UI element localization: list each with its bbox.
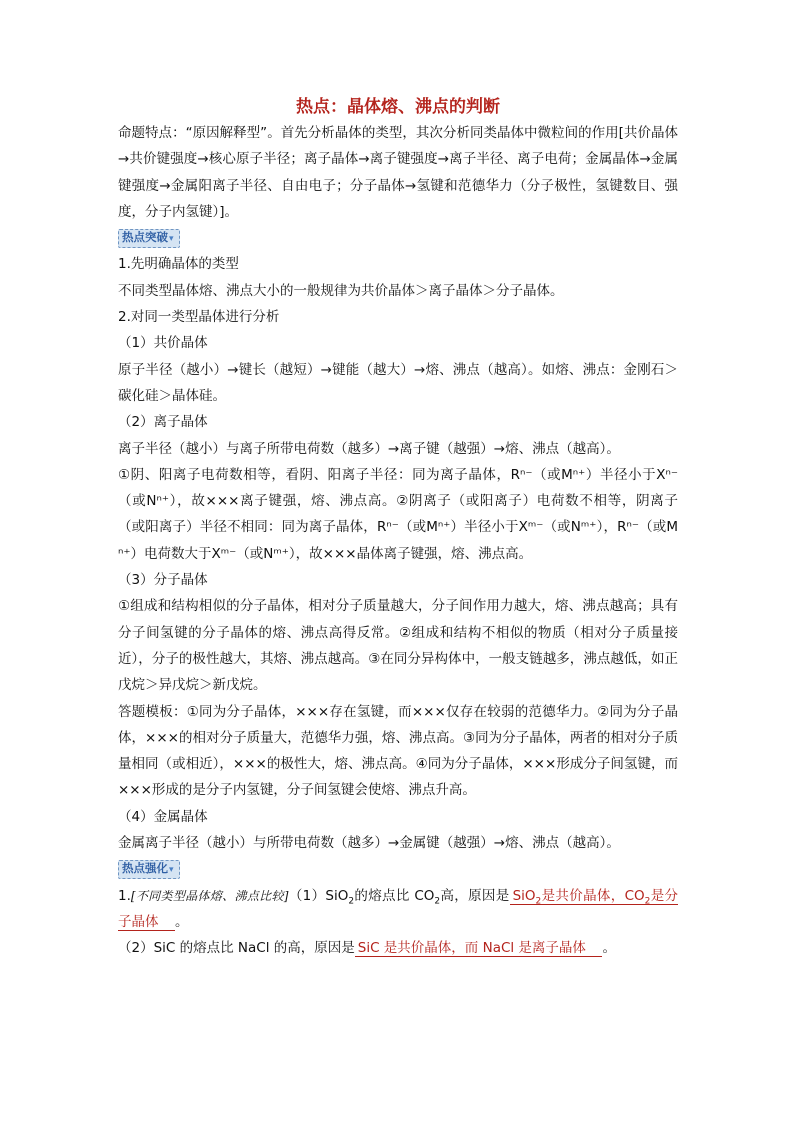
q1-text-a: （1）SiO: [288, 887, 349, 904]
molecular-heading: （3）分子晶体: [118, 572, 208, 589]
subscript: 2: [434, 896, 441, 907]
page-title: 热点：晶体熔、沸点的判断: [296, 97, 500, 117]
answer-text: SiO: [512, 887, 536, 904]
question-1-part-2: [118, 935, 678, 961]
badge-arrow-icon: ▾: [169, 233, 174, 244]
subscript: 2: [348, 896, 355, 907]
section-1-heading: 1.先明确晶体的类型: [118, 256, 239, 273]
section-2-heading: 2.对同一类型晶体进行分析: [118, 309, 280, 326]
question-number: 1.: [118, 887, 131, 904]
q2-end: 。: [602, 940, 616, 957]
question-tag: [不同类型晶体熔、沸点比较]: [130, 888, 289, 903]
metallic-heading: （4）金属晶体: [118, 808, 208, 825]
answer-blank-2: [355, 940, 603, 957]
q1-text-c: 高，原因是: [440, 887, 510, 904]
badge-label: 热点强化: [122, 860, 168, 875]
answer-text: 是分子晶体: [118, 887, 679, 930]
answer-template: 答题模板：①同为分子晶体，×××存在氢键，而×××仅存在较弱的范德华力。②同为分子晶体，×××的相对分子质量大，范德华力强，熔、沸点高。③同为分子晶体，两者的相对分子质量相同（或相近），×××的极性大，熔、沸点高。④同为分子晶体，×××形成分子间氢键，而×××形成的是分子内氢键，分子间氢键会使熔、沸点升高。: [118, 703, 678, 799]
answer-text: SiC 是共价晶体，而 NaCl 是离子晶体: [357, 940, 586, 957]
section-badge-hot-reinforce: [118, 860, 180, 879]
covalent-text: 原子半径（越小）→键长（越短）→键能（越大）→熔、沸点（越高）。如熔、沸点：金刚石＞碳化硅＞晶体硅。: [118, 361, 678, 404]
question-1-part-1: [118, 883, 678, 936]
subscript: 2: [644, 896, 651, 907]
document-body: [118, 94, 678, 962]
answer-text: 是共价晶体，: [541, 887, 625, 904]
ionic-detail: ①阴、阳离子电荷数相等，看阴、阳离子半径：同为离子晶体，Rⁿ⁻（或Mⁿ⁺）半径小于Xⁿ⁻（或Nⁿ⁺），故×××离子键强，熔、沸点高。②阴离子（或阳离子）电荷数不相等，阴离子（或阳离子）半径不相同：同为离子晶体，Rⁿ⁻（或Mⁿ⁺）半径小于Xᵐ⁻（或Nᵐ⁺），Rⁿ⁻（或Mⁿ⁺）电荷数大于Xᵐ⁻（或Nᵐ⁺），故×××晶体离子键强，熔、沸点高。: [118, 466, 678, 562]
section-1-text: 不同类型晶体熔、沸点大小的一般规律为共价晶体＞离子晶体＞分子晶体。: [118, 282, 564, 299]
molecular-text: ①组成和结构相似的分子晶体，相对分子质量越大，分子间作用力越大，熔、沸点越高；具有分子间氢键的分子晶体的熔、沸点高得反常。②组成和结构不相似的物质（相对分子质量接近），分子的极性越大，其熔、沸点越高。③在同分异构体中，一般支链越多，沸点越低，如正戊烷＞异戊烷＞新戊烷。: [118, 598, 678, 694]
metallic-text: 金属离子半径（越小）与所带电荷数（越多）→金属键（越强）→熔、沸点（越高）。: [118, 835, 620, 852]
ionic-heading: （2）离子晶体: [118, 414, 208, 431]
answer-text: CO: [624, 887, 645, 904]
badge-label: 热点突破: [122, 229, 168, 244]
q1-text-b: 的熔点比 CO: [354, 887, 435, 904]
subscript: 2: [535, 896, 542, 907]
section-badge-hot-breakthrough: [118, 229, 180, 248]
q1-end: 。: [175, 913, 189, 930]
badge-line-hot-reinforce: [118, 856, 678, 882]
q2-text: （2）SiC 的熔点比 NaCl 的高，原因是: [118, 940, 355, 957]
intro-paragraph: 命题特点：“原因解释型”。首先分析晶体的类型，其次分析同类晶体中微粒间的作用[共价晶体→共价键强度→核心原子半径；离子晶体→离子键强度→离子半径、离子电荷；金属晶体→金属键强度→金属阳离子半径、自由电子；分子晶体→氢键和范德华力（分子极性，氢键数目、强度，分子内氢键）]。: [118, 125, 678, 220]
badge-arrow-icon: ▾: [169, 864, 174, 875]
covalent-heading: （1）共价晶体: [118, 335, 208, 352]
badge-line-hot-breakthrough: [118, 225, 678, 251]
ionic-text: 离子半径（越小）与离子所带电荷数（越多）→离子键（越强）→熔、沸点（越高）。: [118, 440, 620, 457]
